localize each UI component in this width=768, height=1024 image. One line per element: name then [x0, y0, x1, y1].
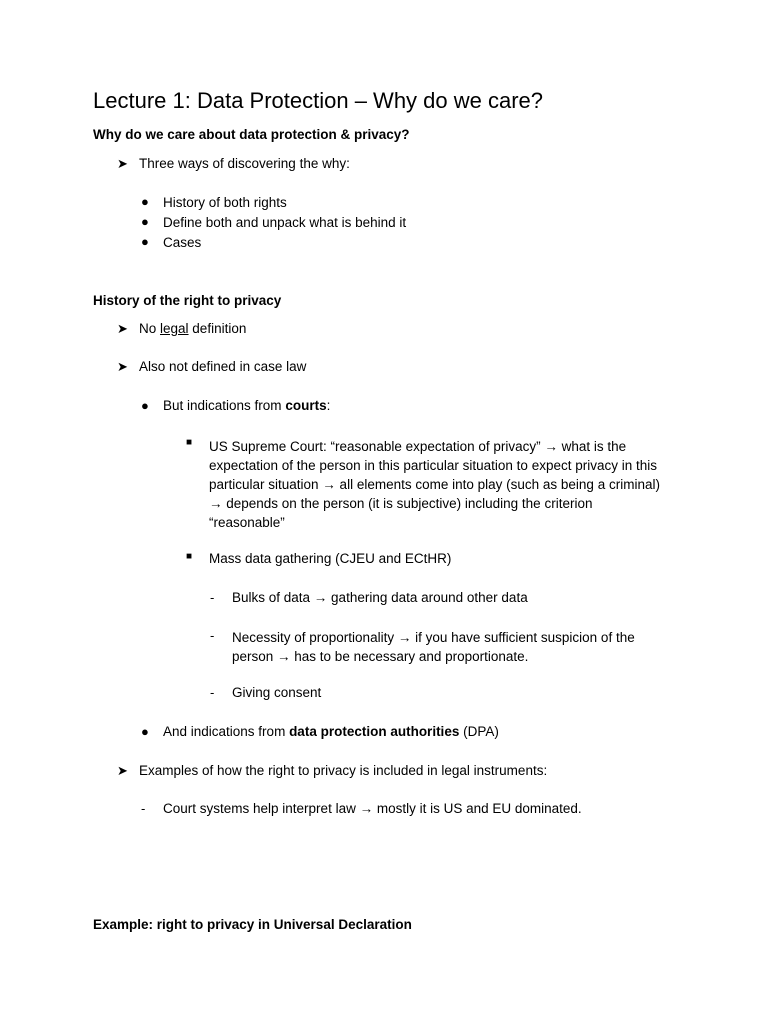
arrow-bullet-icon: ➤ — [117, 359, 128, 374]
dash-bullet-icon: - — [210, 590, 215, 605]
arrow-bullet-icon: ➤ — [117, 156, 128, 171]
list-item: Also not defined in case law — [139, 359, 307, 374]
section-heading-history: History of the right to privacy — [93, 293, 282, 308]
page-title: Lecture 1: Data Protection – Why do we care? — [93, 88, 544, 113]
list-item: Cases — [163, 235, 202, 250]
list-item: Necessity of proportionality → if you have sufficient suspicion of the person → has to be necessary and proportionate. — [232, 630, 635, 664]
dash-bullet-icon: - — [141, 801, 146, 816]
arrow-bullet-icon: ➤ — [117, 321, 128, 336]
dash-bullet-icon: - — [210, 685, 215, 700]
section-heading-why-care: Why do we care about data protection & privacy? — [93, 127, 410, 142]
list-item: And indications from data protection authorities (DPA) — [163, 724, 499, 739]
list-item: History of both rights — [163, 195, 287, 210]
list-item: Court systems help interpret law → mostly it is US and EU dominated. — [163, 801, 582, 816]
bullet-icon: ● — [141, 194, 149, 209]
list-item: Examples of how the right to privacy is included in legal instruments: — [139, 763, 548, 778]
bullet-icon: ● — [141, 214, 149, 229]
list-item: Mass data gathering (CJEU and ECtHR) — [209, 551, 452, 566]
list-item: Bulks of data → gathering data around other data — [232, 590, 528, 605]
list-item: Giving consent — [232, 685, 322, 700]
square-bullet-icon: ■ — [186, 437, 193, 448]
list-item: No legal definition — [139, 321, 247, 336]
bullet-icon: ● — [141, 724, 149, 739]
list-item: But indications from courts: — [163, 398, 331, 413]
list-item: Define both and unpack what is behind it — [163, 215, 407, 230]
bullet-icon: ● — [141, 234, 149, 249]
section-heading-example: Example: right to privacy in Universal Declaration — [93, 917, 412, 932]
dash-bullet-icon: - — [210, 628, 215, 643]
square-bullet-icon: ■ — [186, 551, 193, 562]
paragraph-us-supreme-court: US Supreme Court: “reasonable expectation of privacy” → what is the expectation of the person in this particular situation to expect privacy in this particular situation → all elements come into play (such as being a criminal) → depends on the person (it is subjective) including the criterion “reasonable” — [209, 439, 660, 530]
list-item: Three ways of discovering the why: — [139, 156, 350, 171]
bullet-icon: ● — [141, 398, 149, 413]
arrow-bullet-icon: ➤ — [117, 763, 128, 778]
